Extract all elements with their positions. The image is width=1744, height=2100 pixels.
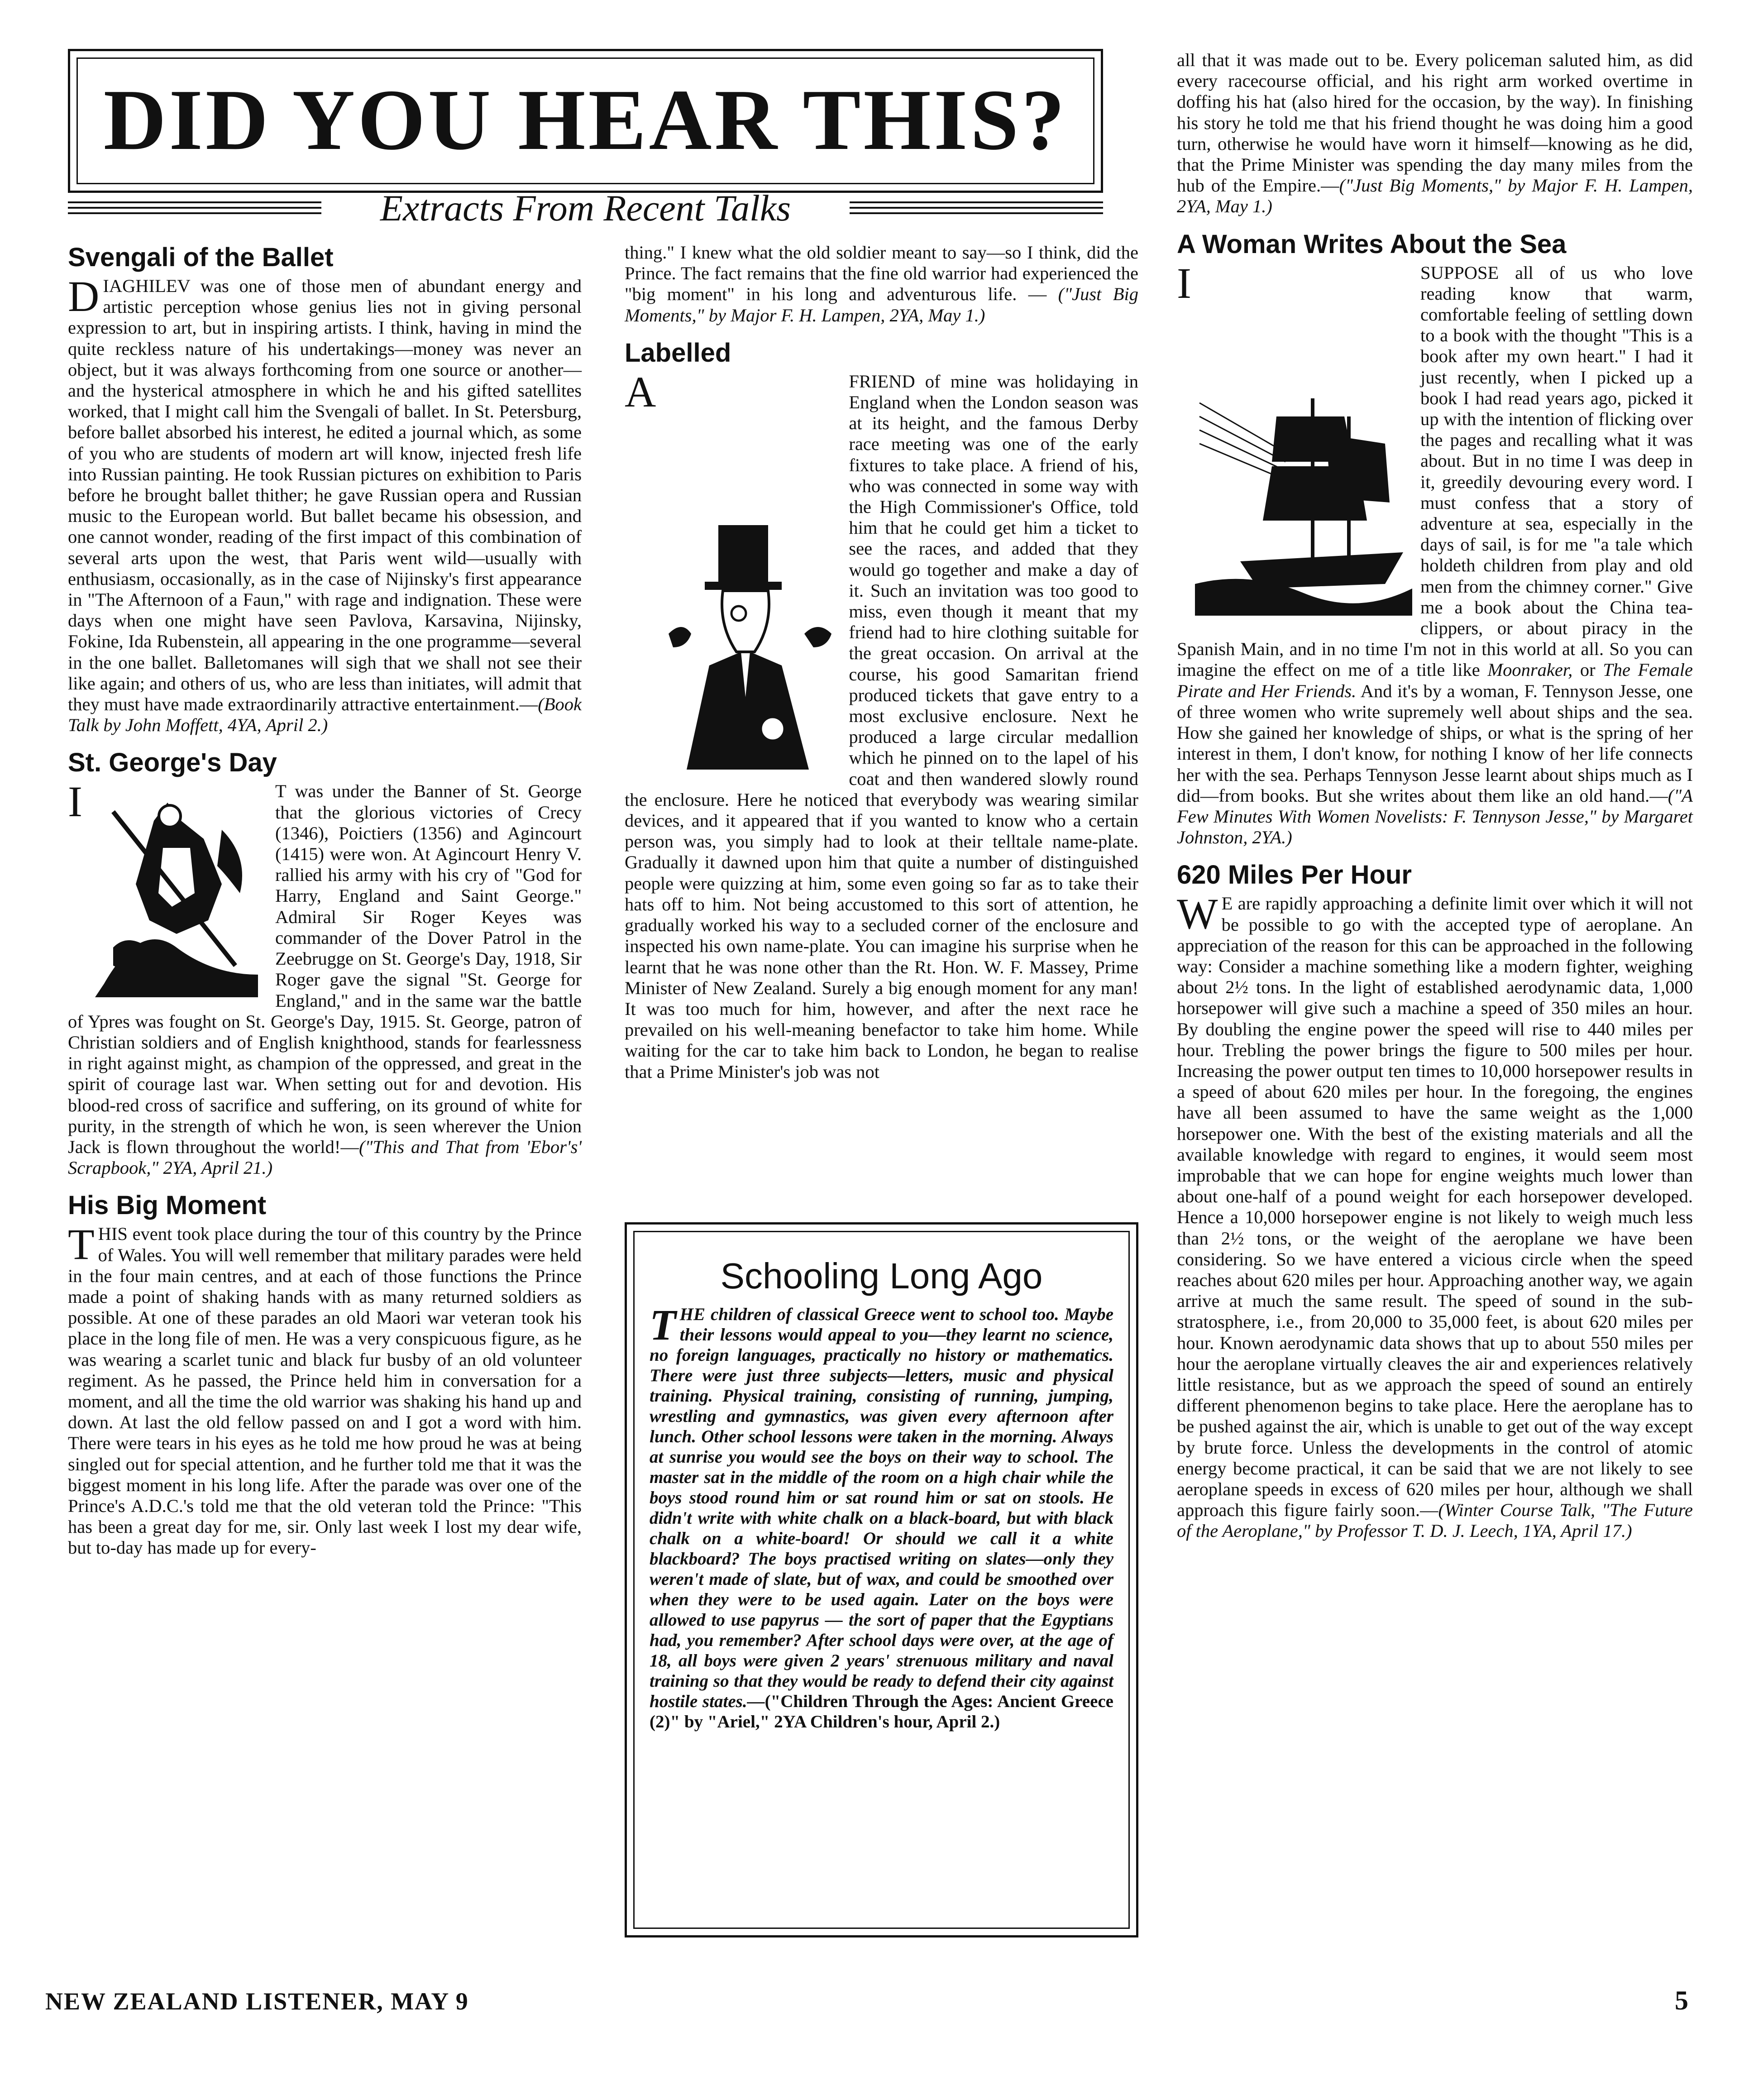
article-heading-sea: A Woman Writes About the Sea <box>1177 229 1567 259</box>
page-title: DID YOU HEAR THIS? <box>103 72 1068 168</box>
publication-footer: NEW ZEALAND LISTENER, MAY 9 <box>45 1988 469 2015</box>
schooling-sidebar-box <box>625 1222 1138 1937</box>
column-1 <box>68 242 582 1559</box>
article-text: or <box>1572 660 1603 680</box>
st-george-illustration-icon <box>86 785 267 1002</box>
article-source: (Book Talk by John Moffett, 4YA, April 2.) <box>68 694 582 736</box>
article-text: SUPPOSE all of us who love reading know that warm, comfortable feeling of settling down to a book with the thought "This is a book after my own heart." I had it just recently, when I picked up a book I had read years ago, picked it up with the intention of flicking over the pages and recalling what it was about. But in no time I was deep in it, greedily devouring every word. I must confess that a story of adventure at sea, especially in the days of sail, is for me "a tale which holdeth children from play and old men from the chimney corner." Give me a book about the China tea-clippers, or about piracy in the Spanish Main, and in no time I'm not in this world at all. So you can imagine the effect on me of a title like <box>1177 262 1693 680</box>
decorative-rule-right <box>850 201 1103 214</box>
drop-cap: I <box>1177 258 1191 307</box>
drop-cap: I <box>68 777 82 826</box>
article-continued-labelled <box>1177 50 1693 217</box>
article-body-stgeorge <box>68 777 582 1178</box>
article-text: E are rapidly approaching a definite limit over which it will not be possible to go with the accepted type of aeroplane. An appreciation of the reason for this can be approached in the following way: Consider a machine something like a modern fighter, weighing about 2½ tons. In the light of established aerodynamic data, 1,000 horsepower will give such a machine a speed of 350 miles an hour. By doubling the engine power the speed will rise to 440 miles per hour. Trebling the power brings the figure to 500 miles per hour. Increasing the power output ten times to 10,000 horsepower results in a speed of about 620 miles per hour. In the foregoing, the engines have all been assumed to have the same weight as the 1,000 horsepower one. With the best of the existing materials and all the available knowledge with regard to engines, it would seem most improbable that we can hope for engine weights much lower than about one-half of a pound weight for each horsepower developed. Hence a 10,000 horsepower engine is not likely to weigh much less than 2½ tons, or the weight of the aeroplane we have been considering. So we have entered a vicious circle when the speed reaches about 620 miles per hour. Approaching another way, we again arrive at much the same result. The speed of sound in the sub-stratosphere, i.e., from 20,000 to 35,000 feet, is about 620 miles per hour. Known aerodynamic data shows that up to about 550 miles per hour the aeroplane virtually cleaves the air and experiences relatively little resistance, but as we approach the speed of sound an entirely different phenomenon begins to take place. Here the aeroplane has to be pushed against the air, which is unable to get out of the way except by brute force. Unless the developments in the control of atomic energy become practical, it can be said that we are not likely to see aeroplane speeds in excess of 620 miles per hour, although we shall approach this figure fairly soon.— <box>1177 893 1693 1521</box>
article-text: HIS event took place during the tour of this country by the Prince of Wales. You will well remember that military parades were held in the four main centres, and at each of those functions the Prince made a point of shaking hands with as many returned soldiers as possible. At one of these parades an old Maori war veteran took his place in the long file of men. He was a very conspicuous figure, as he was wearing a scarlet tunic and black fur busby of an old volunteer regiment. As he passed, the Prince held him in conversation for a moment, and all the time the old warrior was shaking his hand up and down. At last the old fellow passed on and I got a word with him. There were tears in his eyes as he told me how proud he was at being singled out for special attention, and he further told me that it was the biggest moment in his long life. After the parade was over one of the Prince's A.D.C.'s told me that the old veteran told the Prince: "This has been a great day for me, sir. Only last week I lost my dear wife, but to-day has made up for every- <box>68 1224 582 1558</box>
article-text: IAGHILEV was one of those men of abundant energy and artistic perception whose genius lies not in giving personal expression to art, but in inspiring artists. I think, having in mind the quite reckless nature of his undertakings—money was never an object, but it was always forthcoming from one source or another—and the hysterical atmosphere in which he and his gifted satellites worked, that I might call him the Svengali of ballet. In St. Petersburg, before ballet absorbed his interest, he edited a journal which, as some of you who are students of modern art will know, injected fresh life into Russian painting. He took Russian pictures on exhibition to Paris before he brought ballet thither; he gave Russian opera and Russian music to the European world. But ballet became his obsession, and one cannot wonder, reading of the first impact of this combination of several arts upon the west, that Paris went wild—usually with enthusiasm, occasionally, as in the case of Nijinsky's first appearance in "The Afternoon of a Faun," with rage and indignation. These were days when one might have seen Pavlova, Karsavina, Nijinsky, Fokine, Ida Rubenstein, all appearing in the one programme—several in the one ballet. Balletomanes will sigh that we shall not see their like again; and others of us, who are less than initiates, will admit that they must have made extraordinarily attractive entertainment.— <box>68 276 582 715</box>
article-source: (Winter Course Talk, "The Future of the Aeroplane," by Professor T. D. J. Leech, 1YA, April 17.) <box>1177 1500 1693 1541</box>
book-title-female-pirate: The Female Pirate and Her Friends. <box>1177 660 1693 701</box>
top-hat-gentleman-illustration-icon <box>659 516 841 770</box>
article-body-svengali <box>68 272 582 736</box>
drop-cap: T <box>650 1301 676 1349</box>
article-text: FRIEND of mine was holidaying in England when the London season was at its height, and the famous Derby race meeting was one of the early fixtures to take place. A friend of his, who was connected in some way with the High Commissioner's Office, told him that he could get him a ticket to see the races, and added that they would go together and make a day of it. Such an invitation was too good to miss, even though it meant that my friend had to hire clothing suitable for the great occasion. On arrival at the course, his good Samaritan friend produced tickets that gave entry to a most exclusive enclosure. Next he produced a large circular medallion which he pinned on to the lapel of his coat and then wandered slowly round the enclosure. Here he noticed that everybody was wearing similar devices, and it appeared that if you wanted to know who a certain person was, you simply had to look at their telltale name-plate. Gradually it dawned upon him that quite a number of distinguished people were quizzing at him, some even going so far as to take their hats off to him. Not being accustomed to this sort of attention, he gradually worked his way to a secluded corner of the enclosure and inspected his own name-plate. You can imagine his surprise when he learnt that he was none other than the Rt. Hon. W. F. Massey, Prime Minister of New Zealand. Surely a big enough moment for any man! It was too much for him, however, and after the next race he prevailed on his well-meaning benefactor to take him home. While waiting for the car to take him back to London, he began to realise that a Prime Minister's job was not <box>625 371 1138 1082</box>
article-heading-svengali: Svengali of the Ballet <box>68 243 334 272</box>
schooling-text: HE children of classical Greece went to school too. Maybe their lessons would appeal to you—they learnt no science, no foreign languages, practically no history or mathematics. There were just three subjects—letters, music and physical training. Physical training, consisting of running, jumping, wrestling and gymnastics, was given every afternoon after lunch. Other school lessons were taken in the morning. Always at sunrise you would see the boys on their way to school. The master sat in the middle of the room on a high chair while the boys stood round him or sat round him or sat on stools. He didn't write with white chalk on a black-board, but with black chalk on a white-board! Or should we call it a white blackboard? The boys practised writing on slates—only they weren't made of slate, but of wax, and could be smoothed over when they were to be used again. Later on the boys were allowed to use papyrus — the sort of paper that the Egyptians had, you remember? After school days were over, at the age of 18, all boys were given 2 years' strenuous military and naval training so that they would be ready to defend their city against hostile states.— <box>650 1305 1113 1711</box>
drop-cap: D <box>68 272 100 321</box>
article-body-labelled <box>625 367 1138 1082</box>
article-heading-miles: 620 Miles Per Hour <box>1177 860 1412 890</box>
decorative-rule-left <box>68 201 321 214</box>
schooling-body <box>650 1301 1113 1732</box>
drop-cap: W <box>1177 890 1218 938</box>
article-source: ("Just Big Moments," by Major F. H. Lampen, 2YA, May 1.) <box>1177 175 1693 217</box>
column-3 <box>1177 50 1693 1542</box>
page-number: 5 <box>1675 1985 1688 2015</box>
article-heading-stgeorge: St. George's Day <box>68 748 277 778</box>
article-body-bigmoment <box>68 1220 582 1558</box>
drop-cap: T <box>68 1220 95 1269</box>
article-heading-labelled: Labelled <box>625 338 731 368</box>
article-source: ("Just Big Moments," by Major F. H. Lampen, 2YA, May 1.) <box>625 284 1138 325</box>
schooling-source: ("Children Through the Ages: Ancient Greece (2)" by "Ariel," 2YA Children's hour, April 2.) <box>650 1692 1113 1732</box>
book-title-moonraker: Moonraker, <box>1487 660 1573 680</box>
sailing-ship-illustration-icon <box>1195 389 1412 616</box>
article-text: all that it was made out to be. Every policeman saluted him, as did every racecourse official, and his right arm worked overtime in doffing his hat (also hired for the occasion, by the way). In finishing his story he told me that his friend thought he was doing him a good turn, otherwise he would have worn it himself—knowing as he did, that the Prime Minister was spending the day many miles from the hub of the Empire.— <box>1177 50 1693 196</box>
column-2 <box>625 242 1138 1082</box>
article-body-sea <box>1177 258 1693 848</box>
article-text: thing." I knew what the old soldier meant to say—so I think, did the Prince. The fact remains that the fine old warrior had experienced the "big moment" in his long and adventurous life. — <box>625 242 1138 305</box>
article-source: ("A Few Minutes With Women Novelists: F. Tennyson Jesse," by Margaret Johnston, 2YA.) <box>1177 785 1693 848</box>
article-continued-bigmoment <box>625 242 1138 326</box>
page-subtitle: Extracts From Recent Talks <box>380 187 791 229</box>
article-heading-bigmoment: His Big Moment <box>68 1191 267 1220</box>
subtitle-row <box>68 183 1103 233</box>
schooling-title: Schooling Long Ago <box>720 1256 1043 1296</box>
article-source: ("This and That from 'Ebor's' Scrapbook," 2YA, April 21.) <box>68 1136 582 1178</box>
article-text: And it's by a woman, F. Tennyson Jesse, one of three women who write supremely well about ships and the sea. How she gained her knowledge of ships, or what is the spring of her interest in them, I don't know, for nothing I know of her life connects her with the sea. Perhaps Tennyson Jesse learnt about ships much as I did—from books. But she writes about them like an old hand.— <box>1177 680 1693 806</box>
article-body-miles <box>1177 890 1693 1541</box>
drop-cap: A <box>625 367 656 416</box>
article-text: T was under the Banner of St. George that the glorious victories of Crecy (1346), Poictiers (1356) and Agincourt (1415) were won. At Agincourt Henry V. rallied his army with his cry of "God for Harry, England and Saint George." Admiral Sir Roger Keyes was commander of the Dover Patrol in the Zeebrugge on St. George's Day, 1918, Sir Roger gave the signal "St. George for England," and in the same war the battle of Ypres was fought on St. George's Day, 1915. St. George, patron of Christian soldiers and of English knighthood, stands for fearlessness in right against might, as champion of the oppressed, and great in the spirit of courage last war. When setting out for and devotion. His blood-red cross of sacrifice and suffering, on its ground of white for purity, in the strength of which he won, is seen wherever the Union Jack is flown throughout the world!— <box>68 781 582 1157</box>
